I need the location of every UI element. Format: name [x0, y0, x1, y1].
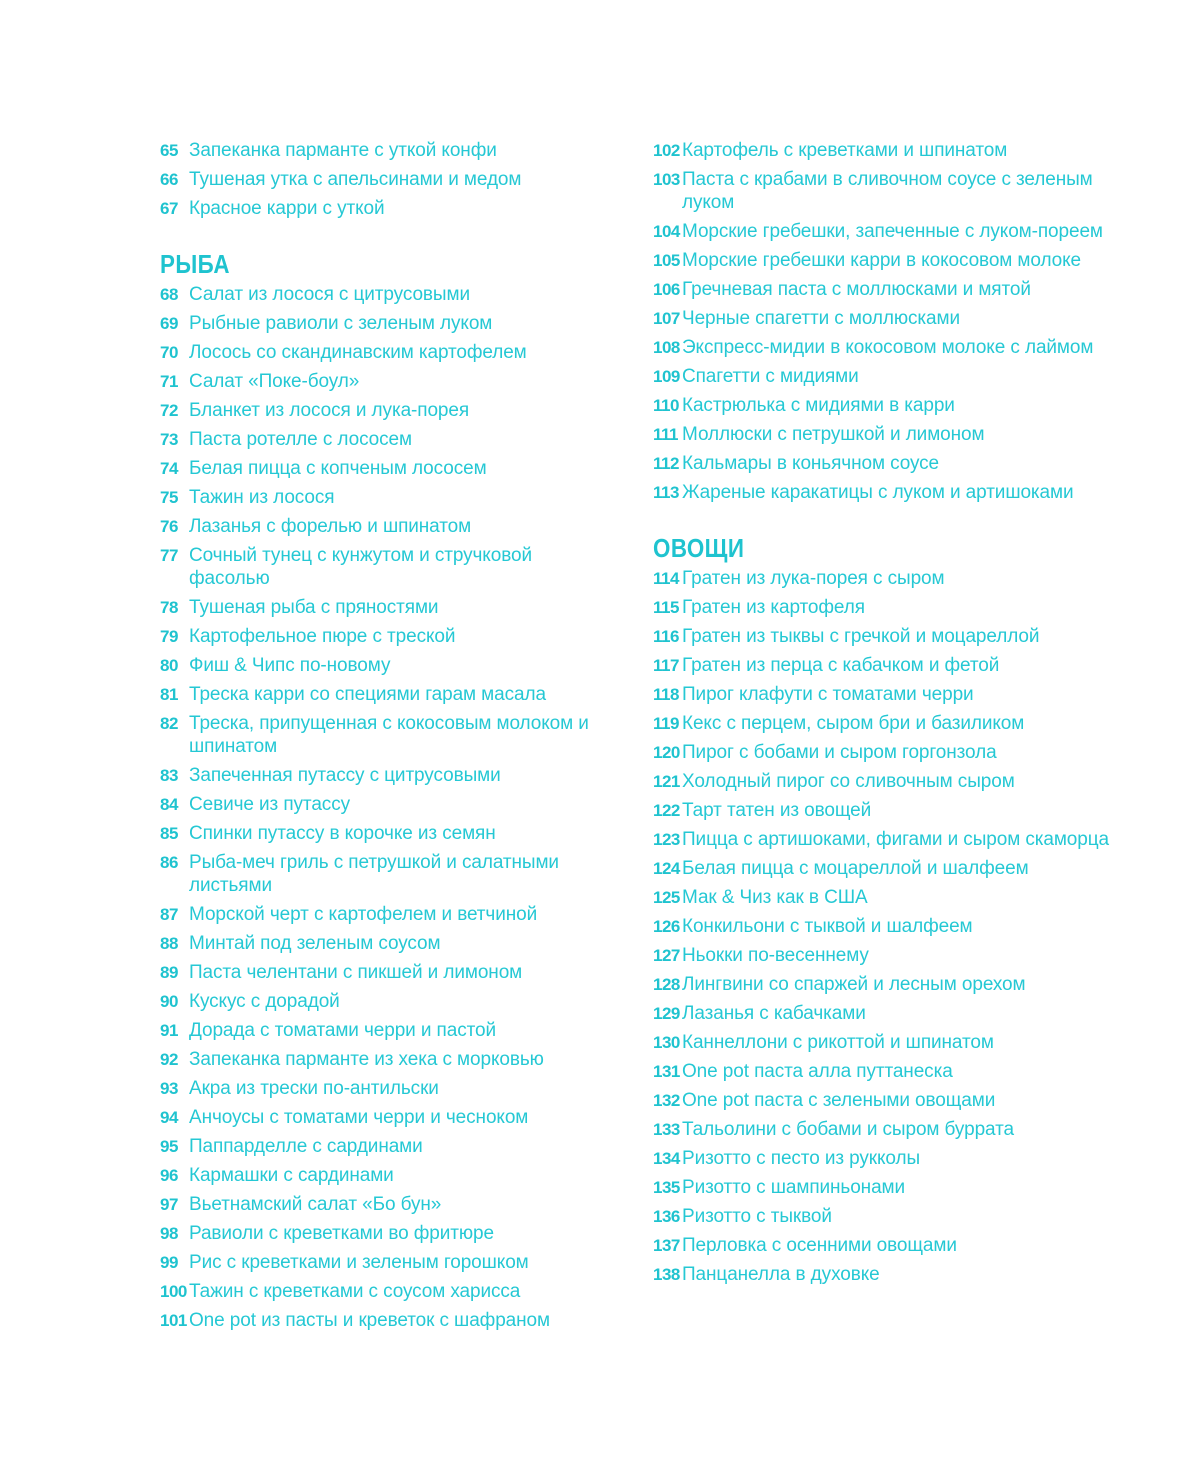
toc-entry[interactable]: [653, 168, 1123, 214]
toc-entry-page-number: 89: [160, 963, 178, 982]
toc-entry[interactable]: [653, 139, 1123, 162]
toc-column-left: [160, 139, 600, 1338]
toc-entry-page-number: 76: [160, 517, 178, 536]
toc-entry[interactable]: [160, 654, 600, 677]
toc-entry-title: Рыбные равиоли с зеленым луком: [189, 313, 493, 334]
toc-entry-title: Жареные каракатицы с луком и артишоками: [682, 482, 1074, 503]
toc-entry[interactable]: [653, 567, 1123, 590]
toc-entry-page-number: 68: [160, 285, 178, 304]
toc-entry-page-number: 85: [160, 824, 178, 843]
toc-entry-page-number: 67: [160, 199, 178, 218]
toc-entry-page-number: 111: [653, 425, 678, 444]
toc-entry-page-number: 79: [160, 627, 178, 646]
toc-entry-page-number: 125: [653, 888, 680, 907]
toc-entry-title: Тарт татен из овощей: [682, 800, 872, 821]
toc-group-seafood: [653, 139, 1123, 504]
toc-entry-page-number: 126: [653, 917, 680, 936]
toc-entry-page-number: 112: [653, 454, 679, 473]
toc-entry-title: One pot паста алла путтанеска: [682, 1061, 953, 1082]
toc-entry-title: Спагетти с мидиями: [682, 366, 859, 387]
toc-entry-page-number: 130: [653, 1033, 680, 1052]
toc-entry-page-number: 78: [160, 598, 178, 617]
toc-entry[interactable]: [653, 1089, 1123, 1112]
toc-entry-title: Тушеная рыба с пряностями: [189, 597, 439, 618]
toc-entry-title: Гратен из лука-порея с сыром: [682, 568, 945, 589]
toc-entry-title: Бланкет из лосося и лука-порея: [189, 400, 470, 421]
toc-entry[interactable]: [653, 1060, 1123, 1083]
toc-group-fish: [160, 283, 600, 1332]
toc-entry-title: Кармашки с сардинами: [189, 1165, 394, 1186]
toc-entry[interactable]: [160, 139, 600, 162]
toc-entry-title: Кастрюлька с мидиями в карри: [682, 395, 955, 416]
toc-entry[interactable]: [160, 312, 600, 335]
toc-entry-page-number: 72: [160, 401, 178, 420]
toc-entry-page-number: 74: [160, 459, 178, 478]
toc-entry-page-number: 129: [653, 1004, 680, 1023]
toc-entry-page-number: 136: [653, 1207, 680, 1226]
toc-entry[interactable]: [160, 961, 600, 984]
toc-entry-title: Ризотто с шампиньонами: [682, 1177, 906, 1198]
toc-entry-title: Ризотто с тыквой: [682, 1206, 832, 1227]
toc-entry-title: Пирог с бобами и сыром горгонзола: [682, 742, 997, 763]
toc-entry-title: Запеканка парманте из хека с морковью: [189, 1049, 544, 1070]
toc-entry-title: Лингвини со спаржей и лесным орехом: [682, 974, 1026, 995]
toc-entry-title: Морские гребешки, запеченные с луком-пореем: [682, 221, 1103, 242]
toc-entry-page-number: 105: [653, 251, 680, 270]
toc-entry-title: Спинки путассу в корочке из семян: [189, 823, 496, 844]
toc-entry[interactable]: [160, 1193, 600, 1216]
toc-entry-title: Паста челентани с пикшей и лимоном: [189, 962, 523, 983]
toc-entry-title: Дорада с томатами черри и пастой: [189, 1020, 496, 1041]
toc-group-duck: [160, 139, 600, 220]
toc-entry[interactable]: [160, 457, 600, 480]
toc-entry-title: Картофельное пюре с треской: [189, 626, 456, 647]
toc-entry-page-number: 119: [653, 714, 679, 733]
toc-entry[interactable]: [160, 399, 600, 422]
toc-entry-page-number: 106: [653, 280, 680, 299]
toc-entry[interactable]: [160, 1222, 600, 1245]
toc-entry[interactable]: [653, 365, 1123, 388]
toc-entry-title: Моллюски с петрушкой и лимоном: [682, 424, 985, 445]
toc-entry-page-number: 99: [160, 1253, 178, 1272]
toc-entry[interactable]: [160, 197, 600, 220]
toc-entry[interactable]: [653, 394, 1123, 417]
toc-entry-title: One pot из пасты и креветок с шафраном: [189, 1310, 550, 1331]
toc-entry-title: Панцанелла в духовке: [682, 1264, 880, 1285]
toc-entry-page-number: 90: [160, 992, 178, 1011]
toc-entry-page-number: 66: [160, 170, 178, 189]
toc-entry[interactable]: [653, 915, 1123, 938]
toc-entry-title: Ньокки по-весеннему: [682, 945, 869, 966]
toc-entry-page-number: 137: [653, 1236, 680, 1255]
toc-entry-page-number: 103: [653, 170, 680, 189]
toc-entry[interactable]: [160, 515, 600, 538]
toc-entry[interactable]: [160, 486, 600, 509]
toc-entry-title: Паста с крабами в сливочном соусе с зеленым луком: [682, 169, 1093, 213]
toc-entry[interactable]: [653, 278, 1123, 301]
toc-entry[interactable]: [653, 654, 1123, 677]
toc-entry-page-number: 132: [653, 1091, 680, 1110]
toc-entry-title: Мак & Чиз как в США: [682, 887, 868, 908]
toc-entry-page-number: 123: [653, 830, 680, 849]
toc-entry[interactable]: [653, 1176, 1123, 1199]
toc-entry[interactable]: [160, 851, 600, 897]
toc-entry[interactable]: [160, 1077, 600, 1100]
toc-entry[interactable]: [653, 683, 1123, 706]
toc-entry-title: Тальолини с бобами и сыром буррата: [682, 1119, 1014, 1140]
toc-entry[interactable]: [653, 1263, 1123, 1286]
toc-entry-title: Севиче из путассу: [189, 794, 350, 815]
toc-entry-title: Конкильони с тыквой и шалфеем: [682, 916, 973, 937]
toc-entry-title: Салат из лосося с цитрусовыми: [189, 284, 470, 305]
toc-column-right: [653, 139, 1123, 1292]
toc-entry-page-number: 70: [160, 343, 178, 362]
toc-entry-title: Салат «Поке-боул»: [189, 371, 360, 392]
toc-entry[interactable]: [160, 932, 600, 955]
toc-entry-page-number: 101: [160, 1311, 187, 1330]
toc-entry-page-number: 65: [160, 141, 178, 160]
toc-entry[interactable]: [653, 336, 1123, 359]
toc-entry-title: Лазанья с форелью и шпинатом: [189, 516, 472, 537]
toc-entry-title: Тажин из лосося: [189, 487, 335, 508]
toc-entry-title: Рис с креветками и зеленым горошком: [189, 1252, 529, 1273]
toc-entry[interactable]: [653, 1147, 1123, 1170]
toc-entry-title: Лазанья с кабачками: [682, 1003, 866, 1024]
toc-entry[interactable]: [653, 220, 1123, 243]
toc-entry[interactable]: [160, 1164, 600, 1187]
toc-entry[interactable]: [653, 452, 1123, 475]
toc-entry-page-number: 114: [653, 569, 679, 588]
toc-entry-page-number: 91: [160, 1021, 178, 1040]
toc-entry[interactable]: [160, 1135, 600, 1158]
toc-entry[interactable]: [160, 283, 600, 306]
toc-entry[interactable]: [160, 793, 600, 816]
toc-entry-title: Кускус с дорадой: [189, 991, 340, 1012]
toc-entry-title: Красное карри с уткой: [189, 198, 385, 219]
toc-entry-title: Морской черт с картофелем и ветчиной: [189, 904, 538, 925]
toc-entry[interactable]: [653, 1002, 1123, 1025]
toc-entry-page-number: 110: [653, 396, 679, 415]
toc-entry-page-number: 94: [160, 1108, 178, 1127]
toc-entry-page-number: 135: [653, 1178, 680, 1197]
toc-entry-page-number: 109: [653, 367, 680, 386]
toc-entry[interactable]: [160, 903, 600, 926]
toc-entry-title: Рыба-меч гриль с петрушкой и салатными листьями: [189, 852, 559, 896]
toc-entry-title: Тушеная утка с апельсинами и медом: [189, 169, 522, 190]
toc-entry-title: Равиоли с креветками во фритюре: [189, 1223, 494, 1244]
toc-entry[interactable]: [653, 481, 1123, 504]
toc-entry-page-number: 86: [160, 853, 178, 872]
toc-entry-title: Пирог клафути с томатами черри: [682, 684, 974, 705]
toc-entry-title: Морские гребешки карри в кокосовом молоке: [682, 250, 1082, 271]
toc-entry-page-number: 95: [160, 1137, 178, 1156]
toc-entry[interactable]: [160, 428, 600, 451]
section-heading-fish: РЫБА: [160, 249, 230, 279]
toc-entry[interactable]: [160, 683, 600, 706]
toc-entry[interactable]: [653, 1205, 1123, 1228]
toc-entry-page-number: 100: [160, 1282, 187, 1301]
toc-entry-title: Белая пицца с моцареллой и шалфеем: [682, 858, 1029, 879]
toc-entry[interactable]: [160, 1280, 600, 1303]
toc-entry[interactable]: [160, 1251, 600, 1274]
toc-entry-page-number: 131: [653, 1062, 680, 1081]
toc-entry[interactable]: [160, 168, 600, 191]
toc-entry-page-number: 92: [160, 1050, 178, 1069]
toc-entry-title: Акра из трески по-антильски: [189, 1078, 439, 1099]
toc-entry-page-number: 87: [160, 905, 178, 924]
toc-entry-title: Картофель с креветками и шпинатом: [682, 140, 1008, 161]
toc-entry[interactable]: [653, 944, 1123, 967]
toc-entry-page-number: 97: [160, 1195, 178, 1214]
toc-entry-page-number: 88: [160, 934, 178, 953]
toc-entry-page-number: 71: [160, 372, 178, 391]
toc-entry[interactable]: [653, 1234, 1123, 1257]
toc-entry-title: Холодный пирог со сливочным сыром: [682, 771, 1015, 792]
toc-entry-page-number: 82: [160, 714, 178, 733]
toc-entry-page-number: 124: [653, 859, 680, 878]
toc-entry-page-number: 77: [160, 546, 178, 565]
toc-entry[interactable]: [160, 544, 600, 590]
toc-group-vegetables: [653, 567, 1123, 1286]
toc-entry[interactable]: [160, 1048, 600, 1071]
toc-entry[interactable]: [653, 423, 1123, 446]
toc-entry-title: Треска карри со специями гарам масала: [189, 684, 546, 705]
toc-entry[interactable]: [653, 799, 1123, 822]
toc-entry-title: Белая пицца с копченым лососем: [189, 458, 487, 479]
toc-entry[interactable]: [160, 1106, 600, 1129]
toc-entry-page-number: 116: [653, 627, 679, 646]
toc-entry-title: Минтай под зеленым соусом: [189, 933, 441, 954]
toc-entry-page-number: 117: [653, 656, 679, 675]
toc-entry-page-number: 69: [160, 314, 178, 333]
toc-entry-page-number: 133: [653, 1120, 680, 1139]
toc-entry[interactable]: [160, 596, 600, 619]
toc-entry-page-number: 113: [653, 483, 679, 502]
toc-entry-page-number: 107: [653, 309, 680, 328]
toc-entry[interactable]: [653, 886, 1123, 909]
toc-entry[interactable]: [160, 822, 600, 845]
toc-entry-page-number: 102: [653, 141, 680, 160]
toc-entry[interactable]: [653, 857, 1123, 880]
toc-entry-page-number: 98: [160, 1224, 178, 1243]
toc-entry-page-number: 80: [160, 656, 178, 675]
toc-entry-title: Черные спагетти с моллюсками: [682, 308, 960, 329]
section-heading-vegetables: ОВОЩИ: [653, 533, 745, 563]
toc-entry-page-number: 84: [160, 795, 178, 814]
toc-entry[interactable]: [653, 625, 1123, 648]
toc-entry-page-number: 120: [653, 743, 680, 762]
toc-entry[interactable]: [653, 307, 1123, 330]
toc-entry-page-number: 115: [653, 598, 679, 617]
toc-entry-page-number: 128: [653, 975, 680, 994]
toc-entry-title: Гратен из перца с кабачком и фетой: [682, 655, 1000, 676]
toc-entry-title: Кекс с перцем, сыром бри и базиликом: [682, 713, 1025, 734]
toc-entry-title: Ризотто с песто из рукколы: [682, 1148, 921, 1169]
toc-entry[interactable]: [160, 370, 600, 393]
toc-entry-title: Запеканка парманте с уткой конфи: [189, 140, 497, 161]
toc-entry[interactable]: [160, 1309, 600, 1332]
toc-entry[interactable]: [653, 770, 1123, 793]
toc-entry[interactable]: [653, 596, 1123, 619]
toc-entry[interactable]: [653, 1031, 1123, 1054]
toc-entry-title: Пицца с артишоками, фигами и сыром скаморца: [682, 829, 1109, 850]
toc-entry-title: Паппарделле с сардинами: [189, 1136, 423, 1157]
toc-entry-page-number: 134: [653, 1149, 680, 1168]
toc-entry-title: Экспресс-мидии в кокосовом молоке с лаймом: [682, 337, 1094, 358]
toc-entry[interactable]: [653, 249, 1123, 272]
toc-entry[interactable]: [160, 1019, 600, 1042]
toc-entry-page-number: 93: [160, 1079, 178, 1098]
toc-entry[interactable]: [653, 973, 1123, 996]
toc-entry-page-number: 83: [160, 766, 178, 785]
toc-entry-title: Гречневая паста с моллюсками и мятой: [682, 279, 1031, 300]
toc-entry[interactable]: [160, 712, 600, 758]
toc-entry-title: Перловка с осенними овощами: [682, 1235, 957, 1256]
toc-entry-title: Треска, припущенная с кокосовым молоком и шпинатом: [189, 713, 589, 757]
toc-entry-title: Гратен из тыквы с гречкой и моцареллой: [682, 626, 1040, 647]
toc-entry-page-number: 73: [160, 430, 178, 449]
toc-entry-page-number: 81: [160, 685, 178, 704]
toc-entry-page-number: 104: [653, 222, 680, 241]
toc-entry-title: Каннеллони с рикоттой и шпинатом: [682, 1032, 994, 1053]
toc-entry[interactable]: [653, 1118, 1123, 1141]
toc-entry-page-number: 121: [653, 772, 680, 791]
toc-entry-title: Вьетнамский салат «Бо бун»: [189, 1194, 442, 1215]
toc-entry-page-number: 127: [653, 946, 680, 965]
toc-entry-title: Сочный тунец с кунжутом и стручковой фасолью: [189, 545, 532, 589]
toc-entry-title: Гратен из картофеля: [682, 597, 865, 618]
toc-entry-title: One pot паста с зелеными овощами: [682, 1090, 996, 1111]
toc-entry[interactable]: [160, 990, 600, 1013]
toc-entry[interactable]: [653, 741, 1123, 764]
toc-entry-title: Лосось со скандинавским картофелем: [189, 342, 527, 363]
toc-entry[interactable]: [653, 712, 1123, 735]
toc-entry-page-number: 138: [653, 1265, 680, 1284]
toc-entry-page-number: 96: [160, 1166, 178, 1185]
toc-entry-title: Паста ротелле с лососем: [189, 429, 412, 450]
toc-entry-title: Анчоусы с томатами черри и чесноком: [189, 1107, 529, 1128]
toc-entry-title: Тажин с креветками с соусом харисса: [189, 1281, 521, 1302]
toc-entry[interactable]: [160, 625, 600, 648]
toc-entry-title: Фиш & Чипс по-новому: [189, 655, 391, 676]
toc-entry[interactable]: [160, 764, 600, 787]
toc-entry-title: Запеченная путассу с цитрусовыми: [189, 765, 501, 786]
toc-entry-page-number: 108: [653, 338, 680, 357]
toc-entry[interactable]: [160, 341, 600, 364]
toc-entry-page-number: 75: [160, 488, 178, 507]
toc-entry-title: Кальмары в коньячном соусе: [682, 453, 940, 474]
toc-entry-page-number: 122: [653, 801, 680, 820]
toc-entry-page-number: 118: [653, 685, 679, 704]
toc-entry[interactable]: [653, 828, 1123, 851]
